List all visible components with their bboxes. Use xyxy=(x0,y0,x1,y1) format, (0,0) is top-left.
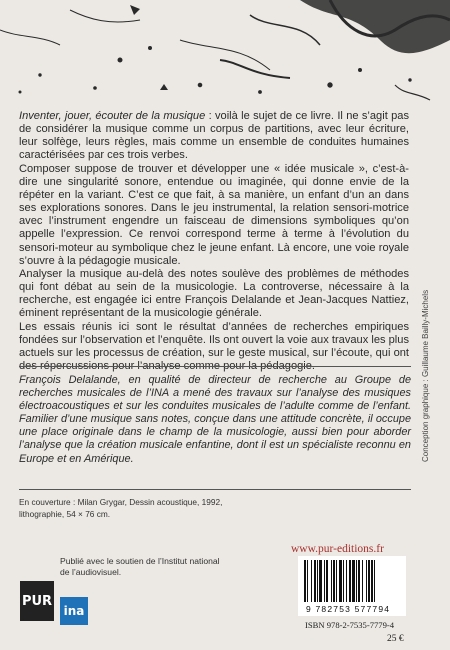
barcode-bar xyxy=(336,560,337,602)
isbn: ISBN 978-2-7535-7779-4 xyxy=(305,620,395,630)
cover-credit: En couverture : Milan Grygar, Dessin acoustique, 1992, lithographie, 54 × 76 cm. xyxy=(19,497,223,520)
description-paragraph-4: Les essais réunis ici sont le résultat d’années de recherches empiriques fondées sur l’observation et l’enquête. Ils ont ouvert la voie aux travaux les plus actuels sur les processus de création, sur le geste musical, sur l’écoute, qui ont des répercussions pour l’analyse comme pour la pédagogie. xyxy=(19,320,409,372)
barcode-bar xyxy=(319,560,322,602)
support-text: Publié avec le soutien de l’Institut national de l’audiovisuel. xyxy=(60,556,220,578)
description-paragraph-2: Composer suppose de trouver et développer une « idée musicale », c’est-à-dire une singularité sonore, entendue ou imaginée, qui donne envie de la répéter en la variant. C’est ce que fait, à sa manière, un enfant d’un an dans ses explorations sonores. Dans le jeu instrumental, la relation sensori-motrice avec l’instrument engendre un faisceau de dimensions symboliques qu’on appelle l’expression. Ce renvoi correspond terme à terme à l’évolution du sensori-moteur au symbolique chez le jeune enfant. Là encore, une voie royale s’ouvre à la pédagogie musicale. xyxy=(19,162,409,267)
barcode-bar xyxy=(343,560,344,602)
pur-logo: PUR xyxy=(20,581,54,621)
barcode-bar xyxy=(314,560,316,602)
divider-top xyxy=(19,366,411,367)
barcode-bar xyxy=(304,560,306,602)
barcode-bar xyxy=(307,560,308,602)
description-intro xyxy=(19,110,409,163)
barcode-bar xyxy=(346,560,347,602)
barcode-bar xyxy=(311,560,312,602)
ina-logo: ina xyxy=(60,597,88,625)
barcode-bar xyxy=(333,560,335,602)
barcode-bar xyxy=(366,560,367,602)
barcode-bar xyxy=(362,560,363,602)
barcode-number: 9 782753 577794 xyxy=(306,604,391,614)
author-bio: François Delalande, en qualité de directeur de recherche au Groupe de recherches musicales de l’INA a mené des travaux sur l’analyse des musiques électroacoustiques et sur les conduites musicales de l’adulte comme de l’enfant. Familier d’une musique sans notes, conçue dans une attitude concrète, il occupe une place originale dans le champ de la musicologie, aussi bien pour aborder l’analyse que la création musicale enfantine, dont il est un spécialiste reconnu en Europe et en Amérique. xyxy=(19,374,411,465)
barcode-bar xyxy=(358,560,360,602)
price: 25 € xyxy=(387,634,404,644)
barcode-bar xyxy=(368,560,370,602)
publisher-url[interactable]: www.pur-editions.fr xyxy=(291,543,384,555)
barcode-bar xyxy=(331,560,332,602)
barcode-bar xyxy=(339,560,342,602)
barcode-bar xyxy=(349,560,351,602)
description-text xyxy=(19,110,409,373)
description-paragraph-3: Analyser la musique au-delà des notes soulève des problèmes de méthodes qui font débat au sein de la musicologie. La controverse, nécessaire à la recherche, est engagée ici entre François Delalande et Jean-Jacques Nattiez, éminent représentant de la musicologie générale. xyxy=(19,267,409,320)
description-intro-rest: : voilà le sujet de ce livre. Il ne s’agit pas de considérer la musique comme un corpus de partitions, avec leur écriture, leur solfège, leurs règles, mais comme un ensemble de conduites humaines caractérisées par ces trois verbes. xyxy=(19,110,409,162)
barcode-bar xyxy=(356,560,357,602)
barcode-bar xyxy=(371,560,373,602)
divider-bottom xyxy=(19,489,411,490)
barcode-bar xyxy=(352,560,355,602)
barcode-bar xyxy=(324,560,325,602)
barcode-bar xyxy=(374,560,375,602)
barcode-bar xyxy=(326,560,328,602)
design-credit: Conception graphique : Guillaume Bailly-Michels xyxy=(421,289,430,462)
barcode-bar xyxy=(317,560,318,602)
description-intro-italic: Inventer, jouer, écouter de la musique xyxy=(19,110,206,122)
cover-artwork-ink-drawing xyxy=(0,0,450,108)
